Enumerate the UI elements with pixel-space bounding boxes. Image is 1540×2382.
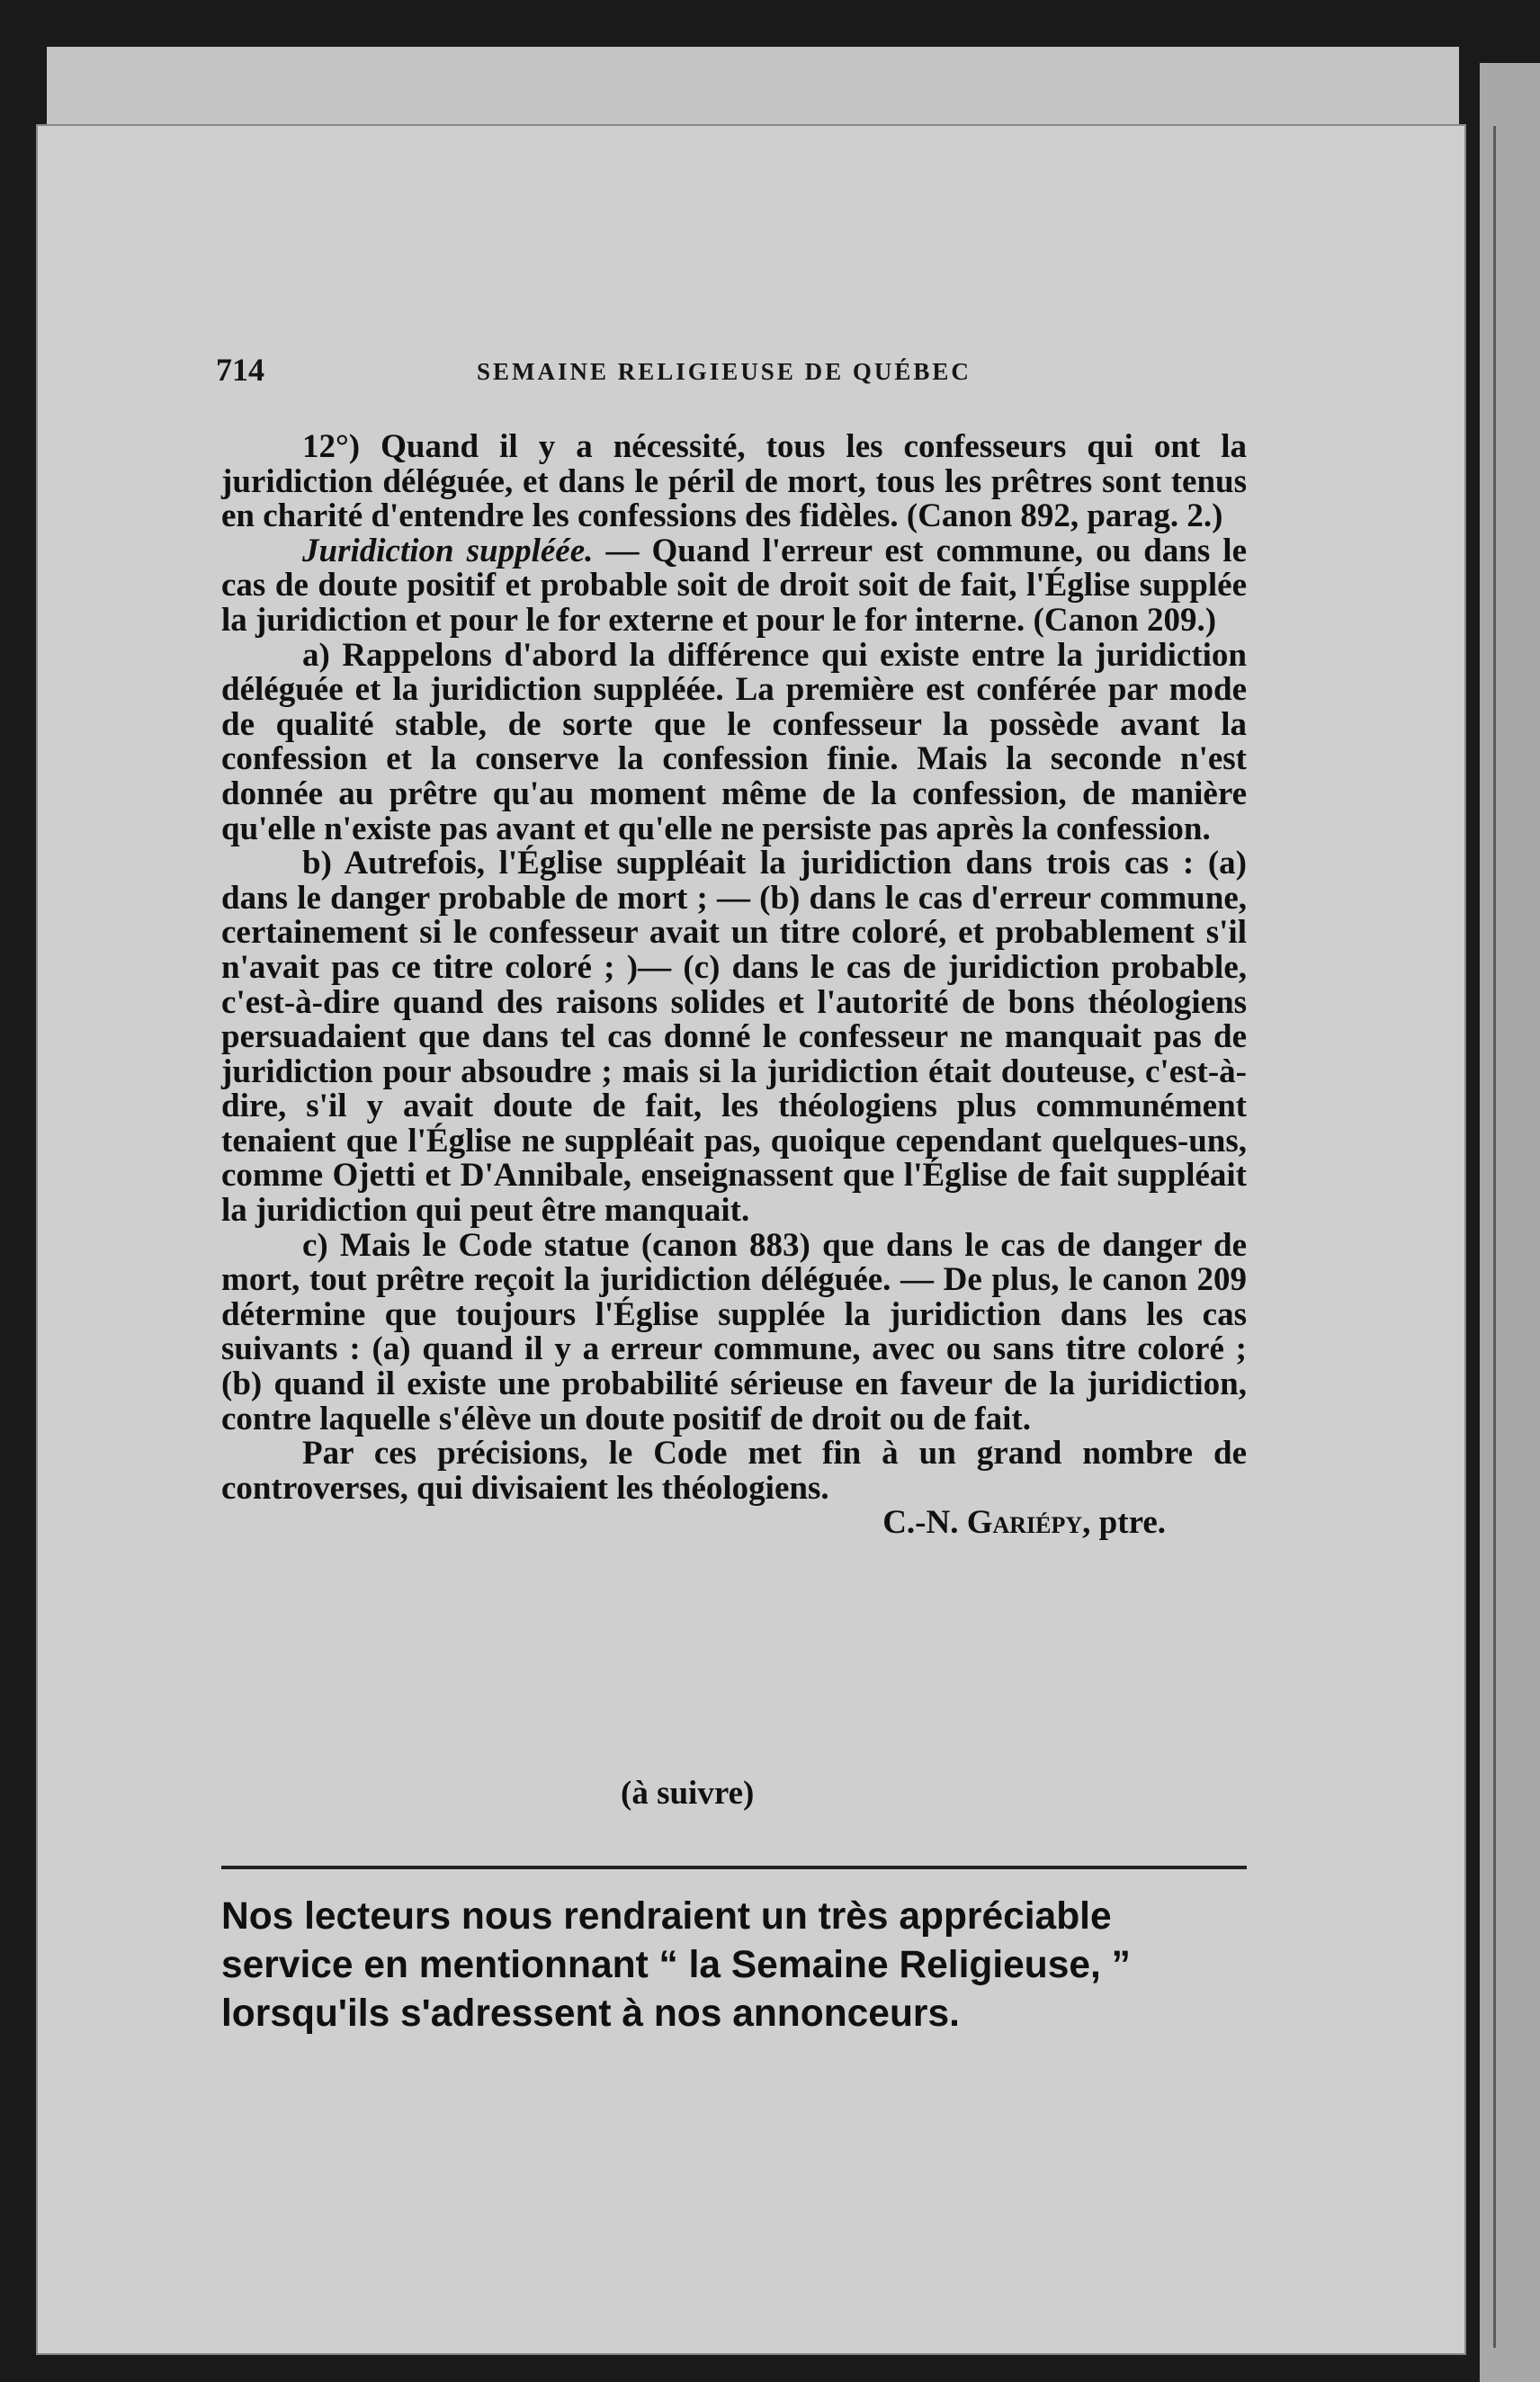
- paragraph-necessity: [221, 430, 1247, 534]
- advertiser-notice: [221, 1893, 1247, 2038]
- paragraph-text: 12°) Quand il y a nécessité, tous les confesseurs qui ont la juridiction déléguée, et dans le péril de mort, tous les prêtres sont tenus en charité d'entendre les confessions des fidèles. (Canon 892, parag. 2.): [221, 428, 1247, 535]
- horizontal-rule: [221, 1866, 1247, 1869]
- paragraph-c: [221, 1226, 1247, 1437]
- article-body: [221, 430, 1247, 1541]
- paragraph-a: [221, 636, 1247, 847]
- paragraph-conclusion: [221, 1437, 1247, 1506]
- page-fold-line: [1493, 126, 1523, 2348]
- author-signature: [221, 1506, 1247, 1541]
- page-number: 714: [216, 352, 264, 388]
- paragraph-lead: Juridiction suppléée.: [302, 532, 594, 569]
- notice-line: lorsqu'ils s'adressent à nos annonceurs.: [221, 1992, 960, 2035]
- paragraph-b: [221, 846, 1247, 1229]
- paragraph-text: a) Rappelons d'abord la différence qui existe entre la juridiction déléguée et la juridiction suppléée. La première est conférée par mode de qualité stable, de sorte que le confesseur la possède avant la confession et la conserve la confession finie. Mais la seconde n'est donnée au prêtre qu'au moment même de la confession, de manière qu'elle n'existe pas avant et qu'elle ne persiste pas après la confession.: [221, 636, 1247, 847]
- notice-line: Nos lecteurs nous rendraient un très appréciable: [221, 1895, 1112, 1938]
- adjacent-page-edge-top: [47, 47, 1459, 130]
- paragraph-text: Par ces précisions, le Code met fin à un grand nombre de controverses, qui divisaient les théologiens.: [221, 1435, 1247, 1507]
- author-title: , ptre.: [1082, 1504, 1166, 1542]
- author-name: C.-N. Gariépy: [882, 1504, 1083, 1542]
- notice-line: service en mentionnant “ la Semaine Religieuse, ”: [221, 1944, 1131, 1986]
- paragraph-supplied-jurisdiction: [221, 534, 1247, 639]
- paragraph-text: — Quand l'erreur est commune, ou dans le cas de doute positif et probable soit de droit soit de fait, l'Église supplée la juridiction et pour le for externe et pour le for interne. (Canon 209.): [221, 532, 1247, 639]
- running-header: [216, 351, 1025, 396]
- to-be-continued: (à suivre): [621, 1775, 755, 1812]
- paragraph-text: b) Autrefois, l'Église suppléait la juridiction dans trois cas : (a) dans le danger probable de mort ; — (b) dans le cas d'erreur commune, certainement si le confesseur avait un titre coloré, et probablement s'il n'avait pas ce titre coloré ; )— (c) dans le cas de juridiction probable, c'est-à-dire quand des raisons solides et l'autorité de bons théologiens persuadaient que dans tel cas donné le confesseur ne manquait pas de juridiction pour absoudre ; mais si la juridiction était douteuse, c'est-à-dire, s'il y avait doute de fait, les théologiens plus communément tenaient que l'Église ne suppléait pas, quoique cependant quelques-uns, comme Ojetti et D'Annibale, enseignassent que l'Église de fait suppléait la juridiction qui peut être manquait.: [221, 845, 1247, 1230]
- journal-title: SEMAINE RELIGIEUSE DE QUÉBEC: [477, 358, 971, 385]
- paragraph-text: c) Mais le Code statue (canon 883) que dans le cas de danger de mort, tout prêtre reçoit la juridiction déléguée. — De plus, le canon 209 détermine que toujours l'Église supplée la juridiction dans les cas suivants : (a) quand il y a erreur commune, avec ou sans titre coloré ; (b) quand il existe une probabilité sérieuse en faveur de la juridiction, contre laquelle s'élève un doute positif de droit ou de fait.: [221, 1226, 1247, 1437]
